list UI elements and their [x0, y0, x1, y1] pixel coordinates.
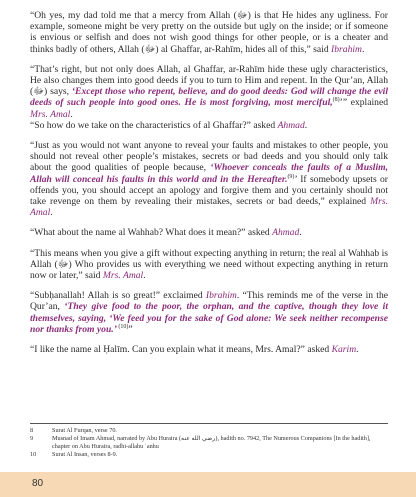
text-run: “Subḥanallah! Allah is so great!” exclaimed [30, 290, 206, 302]
footnote-text: Musnad of Imam Ahmad, narrated by Abu Huraira (رضي الله عنه), hadith no. 7942, The Numerous Companions [In the hadith], chapter on Abu Huraira, radhi-allahu ʿanhu [52, 435, 371, 450]
footnote [30, 435, 388, 451]
body-text [30, 10, 388, 364]
quoted-verse: ‘They give food to the poor, the orphan, and the captive, though they love it themselves, saying, ‘We feed you for the sake of God alone: We seek neither recompense nor thanks from you.’ [30, 301, 388, 335]
text-run: . [143, 270, 146, 282]
footnote-number: 10 [30, 451, 37, 458]
footnote-ref: (8) [332, 97, 340, 104]
text-run: “Oh yes, my dad told me that a mercy from Allah (ﷻ) is that He hides any ugliness. For example, someone might be very pretty on the outside but ugly on the inside; or if someone is envious or selfish and does not wish good things for other people, or is a cheater and thinks badly of others, Allah (ﷻ) al Ghaffar, ar-Rahīm, hides all of this,” said [30, 10, 388, 55]
character-name: Ahmad [277, 119, 305, 131]
text-run: ” [128, 323, 133, 335]
paragraph [30, 64, 388, 120]
paragraph [30, 290, 388, 335]
character-name: Ahmad [272, 227, 300, 239]
footnote [30, 451, 388, 459]
paragraph [30, 120, 388, 131]
text-run: . [70, 108, 73, 120]
page-footer-band [0, 472, 416, 497]
paragraph [30, 140, 388, 218]
character-name: Ibrahim [205, 290, 237, 302]
paragraph [30, 248, 388, 282]
character-name: Mrs. Amal [102, 270, 144, 282]
footnote-ref: (10) [116, 323, 129, 330]
text-run: ’ If somebody upsets or offends you, you should accept an apology and forgive them and you certainly should not take revenge on them by revealing their mistakes, secrets or bad deeds,” explained [30, 173, 388, 208]
page-number: 80 [32, 478, 44, 489]
character-name: Mrs. Amal [30, 196, 388, 219]
text-run: . [50, 207, 53, 219]
text-run: “I like the name al Ḥalīm. Can you explain what it means, Mrs. Amal?” asked [30, 344, 332, 356]
paragraph [30, 227, 388, 238]
footnote-text: Surat Al Furqan, verse 70. [52, 427, 117, 434]
text-run: “What about the name al Wahhab? What does it mean?” asked [30, 227, 273, 239]
footnote-number: 9 [30, 435, 34, 442]
quoted-verse: ‘Except those who repent, believe, and do good deeds: God will change the evil deeds of such people into good ones. He is most forgiving, most merciful, [30, 86, 388, 109]
text-run: . [361, 43, 365, 55]
text-run: . [304, 119, 308, 131]
text-run: “Just as you would not want anyone to reveal your faults and mistakes to other people, you should not reveal other people’s mistakes, secrets or bad deeds and you should only talk about the good qualities of people because, [30, 140, 388, 174]
footnotes [30, 423, 388, 459]
paragraph [30, 10, 388, 55]
text-run: . “This reminds me of the verse in the Qur’an, [30, 290, 388, 313]
text-run: . [356, 344, 359, 356]
footnote [30, 427, 388, 435]
footnote-ref: (9) [287, 173, 295, 180]
character-name: Mrs. Amal [30, 108, 71, 120]
quoted-verse: ‘Whoever conceals the faults of a Muslim, Allah will conceal his faults in this world and in the Hereafter. [30, 162, 388, 185]
character-name: Ibrahim [331, 43, 362, 55]
text-run: “That’s right, but not only does Allah, al Ghaffar, ar-Rahīm hide these ugly characteristics, He also changes them into good deeds if you to turn to Him and repent. In the Qur’an, Allah (ﷻ) says, [30, 63, 388, 98]
text-run: “So how do we take on the characteristics of al Ghaffar?” asked [30, 119, 278, 131]
paragraph [30, 344, 388, 355]
footnote-number: 8 [30, 427, 34, 434]
footnote-text: Surat Al Insan, verses 8-9. [52, 451, 118, 458]
text-run: “This means when you give a gift without expecting anything in return; the real al Wahhab is Allah (ﷻ) Who provides us with everything we need without expecting anything in return now or later,” said [30, 247, 388, 282]
text-run: . [299, 227, 302, 239]
character-name: Karim [331, 344, 357, 356]
text-run: ’” explained [339, 97, 388, 109]
